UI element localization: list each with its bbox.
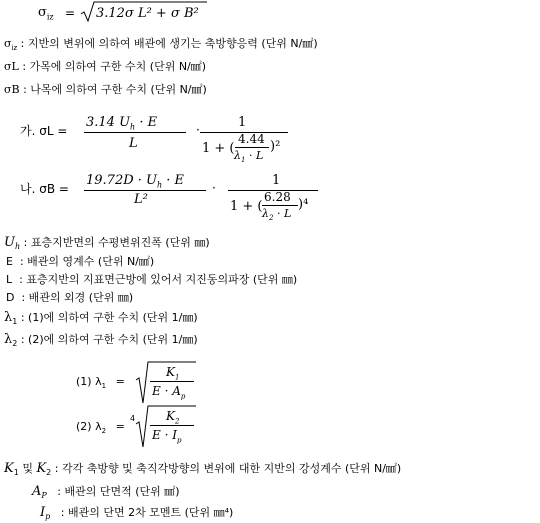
def-ap: $A_P$ : 배관의 단면적 (단위 ㎟) — [32, 484, 180, 501]
eq-na-den2-post: )⁴ — [298, 197, 309, 212]
eq-na-inner-bar — [262, 205, 298, 206]
def-sigma-iz: $\sigma_{iz}$ : 지반의 변위에 의하여 배관에 생기는 축방향응력 (단위 N/㎟) — [4, 37, 318, 53]
def-lambda1: $\lambda_1$ : (1)에 의하여 구한 수치 (단위 1/㎜) — [4, 310, 198, 327]
sigma-iz-symbol: $\sigma_{iz}$ — [38, 5, 54, 22]
eq-l1-num: $K_1$ — [166, 365, 180, 382]
def-ip: $I_p$ : 배관의 단면 2차 모멘트 (단위 ㎜⁴) — [40, 505, 234, 522]
eq-na-den2-pre: 1 + ( — [230, 199, 263, 214]
def-e: E : 배관의 영계수 (단위 N/㎟) — [6, 255, 155, 268]
eq-na-bar1 — [84, 190, 206, 191]
eq-l2-num: $K_2$ — [166, 409, 180, 426]
eq-ga-inner-num: 4.44 — [238, 132, 265, 146]
eq-l2-den: $E \cdot I_p$ — [152, 428, 182, 445]
eq-na-label: 나. σB = — [20, 182, 69, 196]
eq-ga-bar1 — [84, 132, 186, 133]
eq-na-num2: 1 — [272, 173, 281, 188]
eq-l1-den: $E \cdot A_p$ — [152, 384, 186, 401]
eq-na-dot: · — [212, 181, 216, 195]
eq-na-den1: L² — [134, 192, 148, 207]
eq-ga-dot: · — [196, 123, 200, 137]
def-k1-k2: $K_1$ 및 $K_2$ : 각각 축방향 및 축직각방향의 변위에 대한 지반의 강성계수 (단위 N/㎟) — [4, 461, 402, 478]
eq-l1-label: (1) $\lambda_1$ = — [76, 375, 125, 391]
def-l: L : 표층지반의 지표면근방에 있어서 지진동의파장 (단위 ㎜) — [6, 273, 298, 286]
def-sigma-l: σL : 가목에 의하여 구한 수치 (단위 N/㎟) — [4, 60, 207, 73]
def-lambda2: $\lambda_2$ : (2)에 의하여 구한 수치 (단위 1/㎜) — [4, 332, 198, 349]
def-uh: $U_h$ : 표층지반면의 수평변위진폭 (단위 ㎜) — [4, 235, 210, 252]
eq-na-inner-den: $\lambda_2 \cdot L$ — [262, 207, 292, 223]
eq-na-inner-num: 6.28 — [264, 190, 291, 204]
def-d: D : 배관의 외경 (단위 ㎜) — [6, 291, 134, 304]
eq-l1-bar — [150, 381, 194, 382]
eq-ga-inner-bar — [235, 147, 269, 148]
eq-ga-num2: 1 — [238, 115, 247, 130]
eq-ga-label: 가. σL = — [20, 124, 68, 138]
eq-ga-den2-post: )² — [270, 139, 281, 154]
eq-ga-inner-den: $\lambda_1 \cdot L$ — [234, 149, 264, 165]
eq-ga-den2-pre: 1 + ( — [202, 141, 235, 156]
eq-na-num1: $19.72D \cdot U_h \cdot E$ — [86, 173, 185, 190]
eq-l2-bar — [150, 425, 194, 426]
equals-sign: = — [65, 6, 76, 20]
eq-l2-root-index: 4 — [130, 414, 136, 423]
eq-ga-num1: 3.14 $U_h \cdot E$ — [86, 115, 158, 132]
eq-l2-label: (2) $\lambda_2$ = — [76, 420, 125, 436]
eq-ga-den1: L — [129, 136, 138, 151]
def-sigma-b: σB : 나목에 의하여 구한 수치 (단위 N/㎟) — [4, 83, 207, 96]
top-radicand: 3.12σ L² + σ B² — [96, 6, 199, 21]
